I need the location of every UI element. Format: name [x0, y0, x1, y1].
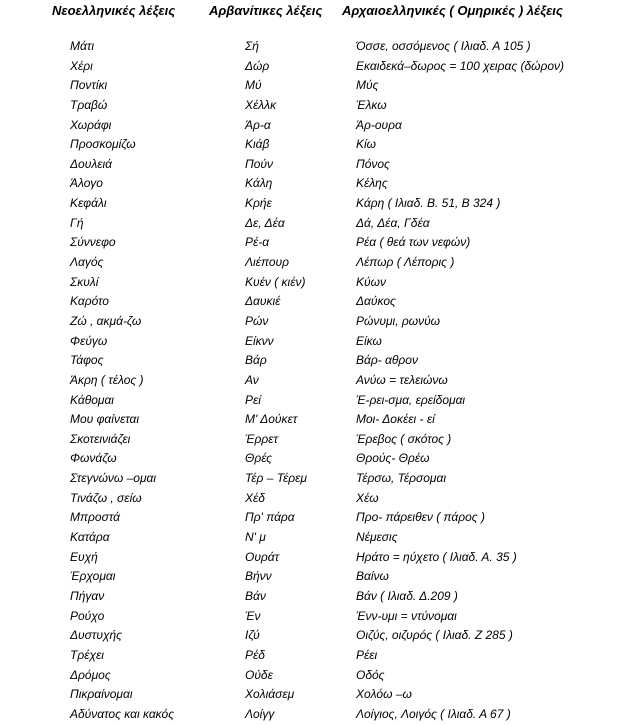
modern-word: Σκοτεινιάζει [70, 431, 131, 446]
ancient-word: Δαύκος [356, 294, 396, 309]
modern-word: Χέρι [70, 58, 93, 73]
table-row [0, 589, 620, 609]
arvanitic-word: Μ' Δούκετ [245, 412, 298, 427]
ancient-word: Κίω [356, 137, 377, 152]
modern-word: Δουλειά [70, 156, 113, 171]
ancient-word: Έ-ρει-σμα, ερείδομαι [356, 392, 466, 407]
table-row [0, 530, 620, 550]
ancient-word: Κύων [356, 274, 386, 289]
modern-word: Τινάζω , σείω [70, 490, 142, 505]
arvanitic-word: Είκνν [245, 333, 274, 348]
ancient-word: Βαίνω [356, 569, 389, 584]
table-row [0, 648, 620, 668]
arvanitic-word: Χολιάσεμ [245, 687, 295, 702]
arvanitic-word: Κυέν ( κιέν) [245, 274, 306, 289]
arvanitic-word: Ρών [245, 313, 269, 328]
modern-word: Σύννεφο [70, 235, 116, 250]
table-row [0, 98, 620, 118]
arvanitic-word: Ουράτ [245, 549, 280, 564]
arvanitic-word: Αν [245, 372, 259, 387]
modern-word: Δυστυχής [70, 628, 123, 643]
arvanitic-word: Βήνν [245, 569, 272, 584]
modern-word: Προσκομίζω [70, 137, 136, 152]
table-row [0, 137, 620, 157]
modern-word: Ρούχο [70, 608, 105, 623]
ancient-word: Χολόω –ω [356, 687, 412, 702]
modern-word: Γή [70, 215, 84, 230]
ancient-word: Νέμεσις [356, 530, 398, 545]
arvanitic-word: Χέδ [245, 490, 265, 505]
table-row [0, 235, 620, 255]
modern-word: Λαγός [70, 255, 104, 270]
modern-word: Πικραίνομαι [70, 687, 133, 702]
table-row [0, 510, 620, 530]
ancient-word: Λέπωρ ( Λέπορις ) [356, 255, 455, 270]
modern-word: Μάτι [70, 39, 94, 53]
arvanitic-word: Κάλη [245, 176, 273, 191]
table-row [0, 118, 620, 138]
table-row [0, 373, 620, 393]
modern-word: Τραβώ [70, 97, 108, 112]
table-row [0, 216, 620, 236]
arvanitic-word: Λιέπουρ [245, 255, 289, 270]
ancient-word: Πόνος [356, 156, 390, 171]
modern-word: Άκρη ( τέλος ) [70, 372, 144, 387]
table-row [0, 393, 620, 413]
arvanitic-word: Τέρ – Τέρεμ [245, 471, 307, 486]
modern-word: Χωράφι [70, 117, 112, 132]
arvanitic-word: Κρήε [245, 196, 272, 211]
ancient-word: Άρ-ουρα [356, 117, 402, 132]
table-row [0, 412, 620, 432]
modern-word: Αδύνατος και κακός [70, 706, 175, 721]
arvanitic-word: Πούν [245, 156, 273, 171]
arvanitic-word: Λοίγγ [245, 706, 275, 721]
ancient-word: Εκαιδεκά–δωρος = 100 χειρας (δώρον) [356, 58, 565, 73]
ancient-word: Μοι- Δοκέει - εί [356, 412, 435, 427]
table-row [0, 451, 620, 471]
arvanitic-word: Δαυκιέ [245, 294, 281, 309]
ancient-word: Έρεβος ( σκότος ) [356, 431, 452, 446]
modern-word: Τάφος [70, 353, 104, 368]
ancient-word: Έλκω [356, 97, 387, 112]
ancient-word: Βάρ- αθρον [356, 353, 418, 368]
modern-word: Ζώ , ακμά-ζω [70, 313, 142, 328]
table-row [0, 432, 620, 452]
modern-word: Κάθομαι [70, 392, 114, 407]
ancient-word: Ανύω = τελειώνω [356, 372, 448, 387]
table-row [0, 196, 620, 216]
word-table-body [0, 39, 620, 726]
ancient-word: Είκω [356, 333, 382, 348]
ancient-word: Οιζύς, οιζυρός ( Ιλιαδ. Ζ 285 ) [356, 628, 513, 643]
table-row [0, 471, 620, 491]
table-row [0, 275, 620, 295]
ancient-word: Βάν ( Ιλιαδ. Δ.209 ) [356, 588, 458, 603]
modern-word: Φεύγω [70, 333, 108, 348]
ancient-word: Ρέα ( θεά των νεφών) [356, 235, 471, 250]
arvanitic-word: Έρρετ [245, 431, 278, 446]
header-arvanitic: Αρβανίτικες λέξεις [209, 3, 323, 18]
arvanitic-word: Ρέ-α [245, 235, 270, 250]
modern-word: Φωνάζω [70, 451, 117, 466]
arvanitic-word: Δε, Δέα [245, 215, 285, 230]
arvanitic-word: Έν [245, 608, 261, 623]
table-row [0, 353, 620, 373]
table-row [0, 707, 620, 726]
ancient-word: Μύς [356, 78, 379, 93]
table-row [0, 569, 620, 589]
table-row [0, 294, 620, 314]
modern-word: Στεγνώνω –ομαι [70, 471, 157, 486]
modern-word: Άλογο [70, 176, 103, 191]
ancient-word: Θρούς- Θρέω [356, 451, 430, 466]
table-row [0, 668, 620, 688]
table-row [0, 255, 620, 275]
ancient-word: Χέω [356, 490, 379, 505]
table-row [0, 334, 620, 354]
modern-word: Δρόμος [70, 667, 111, 682]
modern-word: Τρέχει [70, 647, 104, 662]
arvanitic-word: Βάν [245, 588, 266, 603]
arvanitic-word: Άρ-α [245, 117, 271, 132]
ancient-word: Λοίγιος, Λοιγός ( Ιλιαδ. Α 67 ) [356, 706, 511, 721]
table-row [0, 39, 620, 59]
ancient-word: Ηράτο = ηύχετο ( Ιλιαδ. Α. 35 ) [356, 549, 517, 564]
ancient-word: Προ- πάρειθεν ( πάρος ) [356, 510, 485, 525]
arvanitic-word: Δώρ [245, 58, 270, 73]
arvanitic-word: Βάρ [245, 353, 267, 368]
modern-word: Πήγαν [70, 588, 105, 603]
modern-word: Ποντίκι [70, 78, 108, 93]
table-row [0, 687, 620, 707]
ancient-word: Κέλης [356, 176, 388, 191]
arvanitic-word: Ν' μ [245, 530, 266, 545]
arvanitic-word: Χέλλκ [245, 97, 277, 112]
ancient-word: Κάρη ( Ιλιαδ. Β. 51, Β 324 ) [356, 196, 501, 211]
table-row [0, 157, 620, 177]
arvanitic-word: Σή [245, 39, 259, 53]
modern-word: Μου φαίνεται [70, 412, 140, 427]
arvanitic-word: Ούδε [245, 667, 273, 682]
modern-word: Σκυλί [70, 274, 99, 289]
modern-word: Κεφάλι [70, 196, 107, 211]
arvanitic-word: Μύ [245, 78, 262, 93]
table-row [0, 609, 620, 629]
header-modern-greek: Νεοελληνικές λέξεις [52, 3, 176, 18]
modern-word: Μπροστά [70, 510, 120, 525]
ancient-word: Τέρσω, Τέρσομαι [356, 471, 447, 486]
header-ancient-greek: Αρχαιοελληνικές ( Ομηρικές ) λέξεις [342, 3, 563, 18]
arvanitic-word: Ρεί [245, 392, 261, 407]
table-row [0, 628, 620, 648]
arvanitic-word: Πρ' πάρα [245, 510, 295, 525]
table-row [0, 491, 620, 511]
ancient-word: Δά, Δέα, Γδέα [356, 215, 430, 230]
ancient-word: Ένν-υμι = ντύνομαι [356, 608, 457, 623]
ancient-word: Ρέει [356, 647, 378, 662]
table-row [0, 59, 620, 79]
arvanitic-word: Θρές [245, 451, 272, 466]
table-row [0, 314, 620, 334]
table-header [0, 3, 620, 23]
modern-word: Καρότο [70, 294, 109, 309]
arvanitic-word: Ρέδ [245, 647, 265, 662]
arvanitic-word: Κιάβ [245, 137, 270, 152]
table-row [0, 176, 620, 196]
ancient-word: Οδός [356, 667, 385, 682]
arvanitic-word: Ιζύ [245, 628, 260, 643]
table-row [0, 78, 620, 98]
modern-word: Ευχή [70, 549, 98, 564]
modern-word: Έρχομαι [70, 569, 116, 584]
ancient-word: Όσσε, οσσόμενος ( Ιλιαδ. Α 105 ) [356, 39, 531, 53]
ancient-word: Ρώνυμι, ρωνύω [356, 313, 441, 328]
table-row [0, 550, 620, 570]
modern-word: Κατάρα [70, 530, 110, 545]
